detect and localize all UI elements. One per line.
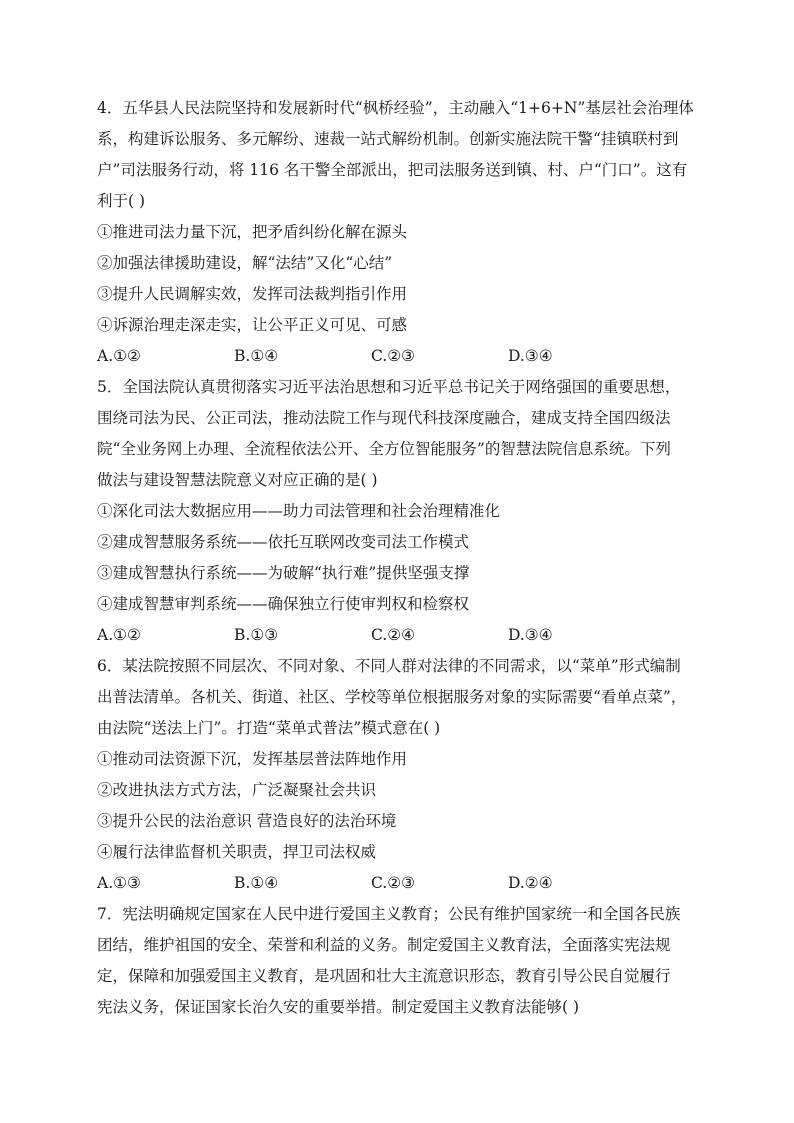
question-stem-line: 户”司法服务行动，将 116 名干警全部派出，把司法服务送到镇、村、户“门口”。这有 — [97, 161, 688, 179]
option-d[interactable]: D.②④ — [508, 874, 553, 892]
option-b[interactable]: B.①④ — [234, 874, 279, 892]
question-stem-line: 做法与建设智慧法院意义对应正确的是( ) — [97, 471, 378, 489]
question-stem-line: 出普法清单。各机关、街道、社区、学校等单位根据服务对象的实际需要“看单点菜”， — [97, 688, 687, 706]
question-stem-line: 围绕司法为民、公正司法，推动法院工作与现代科技深度融合，建成支持全国四级法 — [97, 409, 671, 427]
statement-item: ①推进司法力量下沉，把矛盾纠纷化解在源头 — [97, 223, 408, 241]
option-c[interactable]: C.②④ — [371, 626, 416, 644]
statement-item: ①深化司法大数据应用——助力司法管理和社会治理精准化 — [97, 502, 501, 520]
question-stem-line: 院“全业务网上办理、全流程依法公开、全方位智能服务”的智慧法院信息系统。下列 — [97, 440, 671, 458]
statement-item: ②建成智慧服务系统——依托互联网改变司法工作模式 — [97, 533, 470, 551]
question-7 — [97, 899, 697, 1023]
statement-item: ④诉源治理走深走实，让公平正义可见、可感 — [97, 316, 408, 334]
option-c[interactable]: C.②③ — [371, 347, 416, 365]
option-d[interactable]: D.③④ — [508, 347, 553, 365]
statement-item: ③提升人民调解实效，发挥司法裁判指引作用 — [97, 285, 408, 303]
statement-item: ③建成智慧执行系统——为破解“执行难”提供坚强支撑 — [97, 564, 470, 582]
statement-item: ②改进执法方式方法，广泛凝聚社会共识 — [97, 781, 377, 799]
question-stem-line: 系，构建诉讼服务、多元解纷、速裁一站式解纷机制。创新实施法院干警“挂镇联村到 — [97, 130, 679, 148]
question-stem-line: 6．某法院按照不同层次、不同对象、不同人群对法律的不同需求，以“菜单”形式编制 — [97, 657, 681, 675]
question-stem-line: 利于( ) — [97, 192, 146, 210]
statement-item: ④建成智慧审判系统——确保独立行使审判权和检察权 — [97, 595, 470, 613]
answer-options — [97, 341, 697, 372]
option-a[interactable]: A.①② — [97, 626, 141, 644]
question-stem-line: 4．五华县人民法院坚持和发展新时代“枫桥经验”，主动融入“1+6+N”基层社会治理体 — [97, 99, 694, 117]
question-stem-line: 5．全国法院认真贯彻落实习近平法治思想和习近平总书记关于网络强国的重要思想， — [97, 378, 681, 396]
statement-item: ②加强法律援助建设，解“法结”又化“心结” — [97, 254, 393, 272]
question-stem-line: 7．宪法明确规定国家在人民中进行爱国主义教育；公民有维护国家统一和全国各民族 — [97, 905, 681, 923]
option-c[interactable]: C.②③ — [371, 874, 416, 892]
question-6 — [97, 651, 697, 899]
question-stem-line: 由法院“送法上门”。打造“菜单式普法”模式意在( ) — [97, 719, 441, 737]
answer-options — [97, 868, 697, 899]
option-b[interactable]: B.①③ — [234, 626, 279, 644]
exam-page — [97, 93, 697, 1023]
question-stem-line: 宪法义务，保证国家长治久安的重要举措。制定爱国主义教育法能够( ) — [97, 998, 580, 1016]
statement-item: ①推动司法资源下沉，发挥基层普法阵地作用 — [97, 750, 408, 768]
option-a[interactable]: A.①③ — [97, 874, 141, 892]
option-b[interactable]: B.①④ — [234, 347, 279, 365]
answer-options — [97, 620, 697, 651]
option-a[interactable]: A.①② — [97, 347, 141, 365]
question-stem-line: 团结，维护祖国的安全、荣誉和利益的义务。制定爱国主义教育法，全面落实宪法规 — [97, 936, 671, 954]
question-stem-line: 定，保障和加强爱国主义教育，是巩固和壮大主流意识形态，教育引导公民自觉履行 — [97, 967, 671, 985]
statement-item: ③提升公民的法治意识 营造良好的法治环境 — [97, 812, 397, 830]
option-d[interactable]: D.③④ — [508, 626, 553, 644]
question-4 — [97, 93, 697, 372]
statement-item: ④履行法律监督机关职责，捍卫司法权威 — [97, 843, 377, 861]
question-5 — [97, 372, 697, 651]
